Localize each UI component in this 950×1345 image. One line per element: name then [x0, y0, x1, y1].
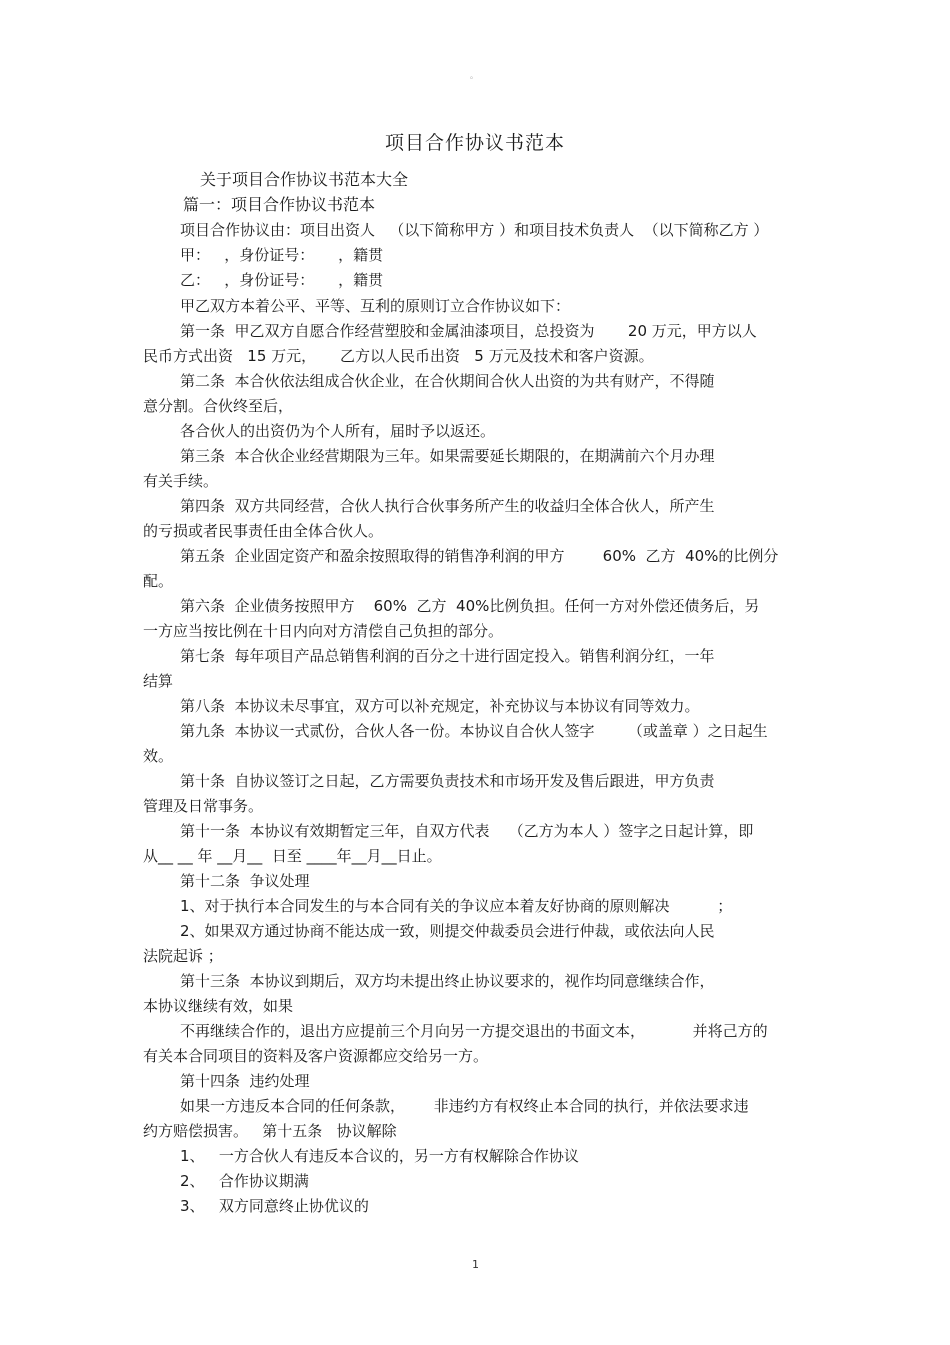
text-line: 甲乙双方本着公平、平等、互利的原则订立合作协议如下： — [180, 297, 571, 315]
article-4: 第四条 双方共同经营，合伙人执行合伙事务所产生的收益归全体合伙人，所产生 — [180, 497, 715, 515]
text-line: 有关本合同项目的资料及客户资源都应交给另一方。 — [143, 1047, 489, 1065]
article-1: 第一条 甲乙双方自愿合作经营塑胶和金属油漆项目，总投资为 20 万元，甲方以人 — [180, 322, 757, 340]
text-line: 约方赔偿损害。 第十五条 协议解除 — [143, 1122, 397, 1140]
text-line: 2、如果双方通过协商不能达成一致，则提交仲裁委员会进行仲裁，或依法向人民 — [180, 922, 715, 940]
text-line: 管理及日常事务。 — [143, 797, 264, 815]
text-line: 甲： ，身份证号： ，籍贯 — [180, 246, 384, 264]
text-line: 民币方式出资 15 万元， 乙方以人民币出资 5 万元及技术和客户资源。 — [143, 347, 654, 365]
article-12: 第十二条 争议处理 — [180, 872, 310, 890]
article-13: 第十三条 本协议到期后，双方均未提出终止协议要求的，视作均同意继续合作， — [180, 972, 715, 990]
text-line: 本协议继续有效，如果 — [143, 997, 294, 1015]
text-line: 的亏损或者民事责任由全体合伙人。 — [143, 522, 384, 540]
article-10: 第十条 自协议签订之日起，乙方需要负责技术和市场开发及售后跟进，甲方负责 — [180, 772, 715, 790]
article-11: 第十一条 本协议有效期暂定三年，自双方代表 （乙方为本人 ）签字之日起计算，即 — [180, 822, 754, 840]
text-line: 从__ __ 年 __月__ 日至 ____年__月__日止。 — [143, 847, 442, 865]
subtitle: 关于项目合作协议书范本大全 — [200, 170, 409, 189]
text-line: 一方应当按比例在十日内向对方清偿自己负担的部分。 — [143, 622, 504, 640]
text-line: 配。 — [143, 572, 174, 590]
text-line: 有关手续。 — [143, 472, 219, 490]
article-5: 第五条 企业固定资产和盈余按照取得的销售净利润的甲方 60% 乙方 40%的比例分 — [180, 547, 779, 565]
text-line: 效。 — [143, 747, 174, 765]
list-item: 3、 双方同意终止协优议的 — [180, 1197, 369, 1215]
article-9: 第九条 本协议一式贰份，合伙人各一份。本协议自合伙人签字 （或盖章 ）之日起生 — [180, 722, 768, 740]
article-8: 第八条 本协议未尽事宜，双方可以补充规定，补充协议与本协议有同等效力。 — [180, 697, 700, 715]
text-line: 结算 — [143, 672, 174, 690]
text-line: 意分割。合伙终至后， — [143, 397, 294, 415]
text-line: 不再继续合作的，退出方应提前三个月向另一方提交退出的书面文本， 并将己方的 — [180, 1022, 768, 1040]
page-number: 1 — [472, 1258, 479, 1271]
text-line: 法院起诉 ； — [143, 947, 223, 965]
text-line: 项目合作协议由：项目出资人 （以下简称甲方 ）和项目技术负责人 （以下简称乙方 ） — [180, 221, 769, 239]
list-item: 2、 合作协议期满 — [180, 1172, 309, 1190]
article-3: 第三条 本合伙企业经营期限为三年。如果需要延长期限的，在期满前六个月办理 — [180, 447, 715, 465]
chapter-heading: 篇一：项目合作协议书范本 — [183, 195, 376, 214]
header-mark: 。 — [470, 71, 478, 80]
text-line: 各合伙人的出资仍为个人所有，届时予以返还。 — [180, 422, 496, 440]
text-line: 乙： ，身份证号： ，籍贯 — [180, 271, 384, 289]
document-title: 项目合作协议书范本 — [384, 132, 565, 154]
text-line: 如果一方违反本合同的任何条款， 非违约方有权终止本合同的执行，并依法要求违 — [180, 1097, 749, 1115]
article-2: 第二条 本合伙依法组成合伙企业，在合伙期间合伙人出资的为共有财产，不得随 — [180, 372, 715, 390]
article-14: 第十四条 违约处理 — [180, 1072, 310, 1090]
article-6: 第六条 企业债务按照甲方 60% 乙方 40%比例负担。任何一方对外偿还债务后，另 — [180, 597, 760, 615]
text-line: 1、对于执行本合同发生的与本合同有关的争议应本着友好协商的原则解决 ； — [180, 897, 733, 915]
list-item: 1、 一方合伙人有违反本合议的，另一方有权解除合作协议 — [180, 1147, 579, 1165]
article-7: 第七条 每年项目产品总销售利润的百分之十进行固定投入。销售利润分红，一年 — [180, 647, 715, 665]
